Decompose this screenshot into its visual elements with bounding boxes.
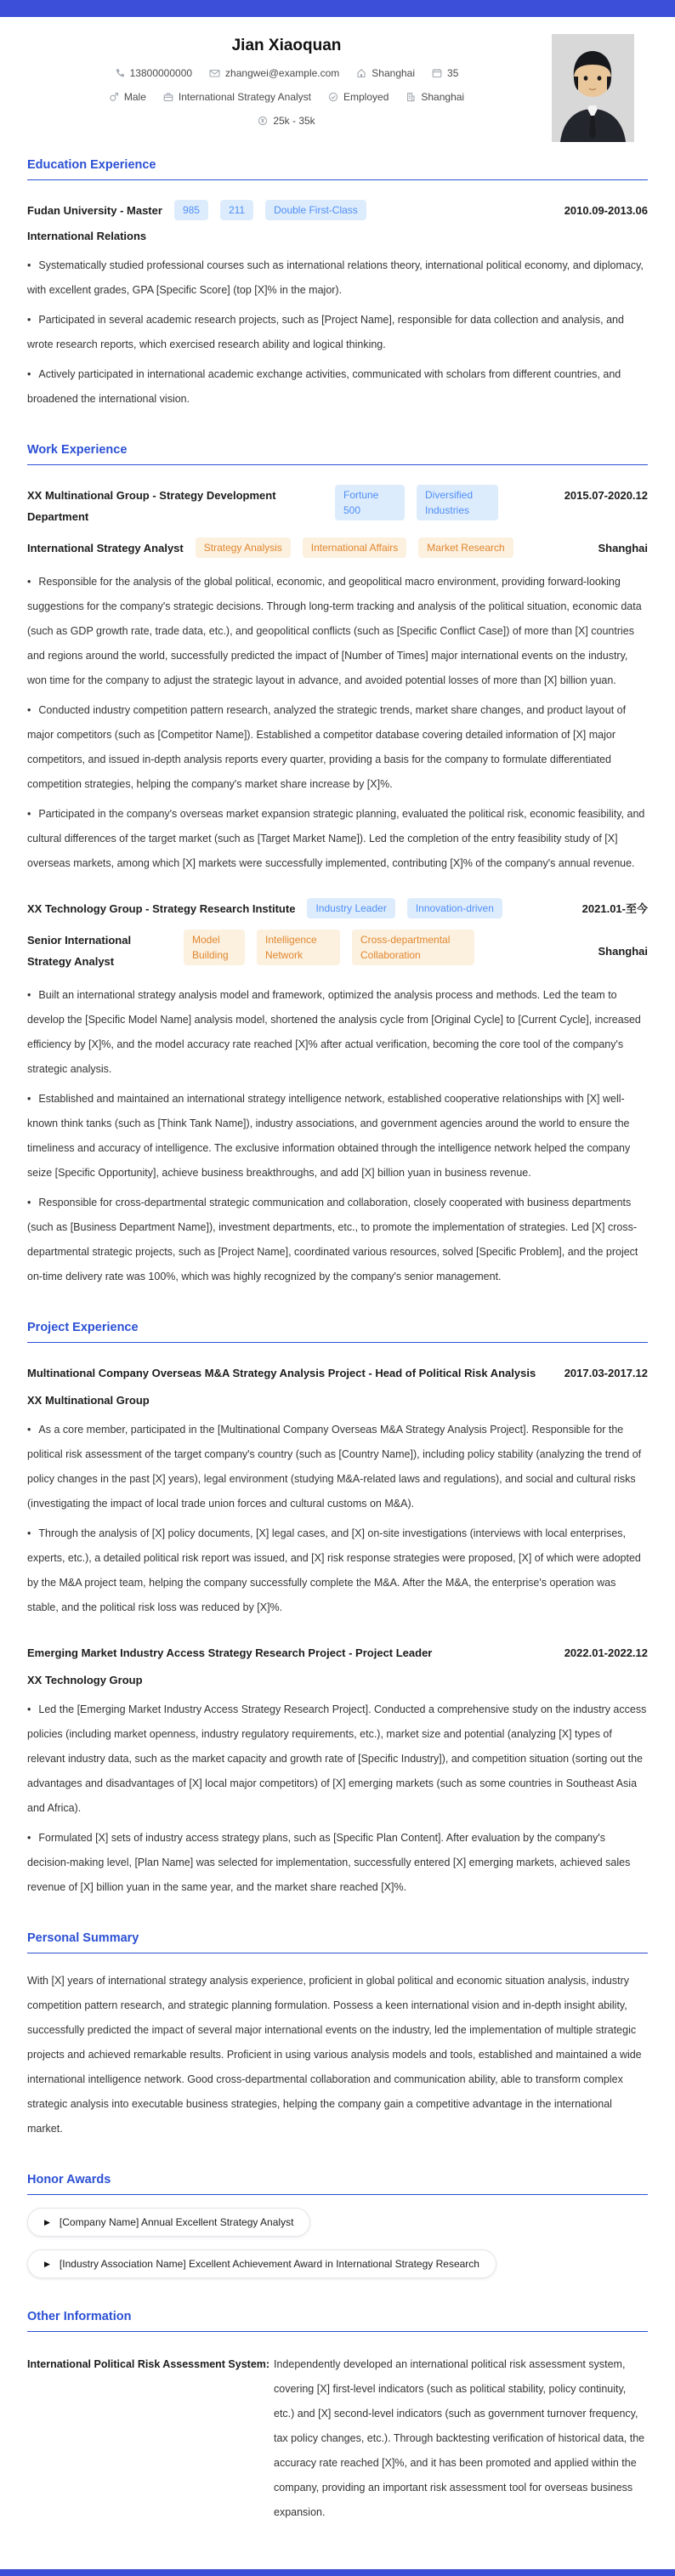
school-tag: 985 — [174, 200, 208, 220]
work-bullet: • Responsible for cross-departmental strategic communication and collaboration, closely cooperated with business departments (such as [Business Department Name]), investment departments, etc., to promote the implementation of strategies. Led [X] cross-departmental strategic projects, such as [Project Name], coordinated various resources, solved [Specific Problem], and the project on-time delivery rate was 100%, which was highly recognized by the company's senior management. — [27, 1197, 638, 1282]
school-degree: Fudan University - Master — [27, 204, 162, 217]
role-tag: Cross-departmental Collaboration — [352, 930, 474, 965]
bullet-dot: • — [27, 368, 31, 380]
project-bullet: • Led the [Emerging Market Industry Access Strategy Research Project]. Conducted a comprehensive study on the industry access policies (including market openness, industry regulatory requirements, etc.), market size and potential (analyzing [X] types of relevant industry data, such as the market capacity and growth rate of [Specific Industry]), and competition situation (sorting out the advantages and disadvantages of [X] local major competitors) of [X] emerging markets (such as some countries in Southeast Asia and Africa). — [27, 1703, 647, 1814]
honor-award-item[interactable]: ▶ [Industry Association Name] Excellent Achievement Award in International Strategy Research — [27, 2249, 496, 2278]
email-item — [209, 67, 339, 79]
work-date: 2021.01-至今 — [581, 902, 648, 915]
work-bullet: • Participated in the company's overseas market expansion strategic planning, evaluated the political risk, economic feasibility, and cultural differences of the target market (such as [Target Market Name]). Led the completion of the entry feasibility study of [X] overseas markets, among which [X] markets were successfully implemented, contributing [X]% of the company's annual revenue. — [27, 808, 645, 869]
role-tag: International Affairs — [303, 537, 407, 558]
salary-value: 25k - 35k — [273, 115, 315, 127]
gender-value: Male — [123, 91, 146, 103]
location-icon — [356, 68, 366, 78]
resume-header — [27, 17, 648, 127]
status-icon — [328, 92, 338, 102]
age-item — [432, 67, 458, 79]
summary-text: With [X] years of international strategy analysis experience, proficient in global political and economic situation analysis, industry competition pattern research, and strategic planning formulation. Possess a keen international vision and in-depth insight ability, successfully predicted the impact of several major international events on the industry, led the implementation of multiple strategic projects and achieved remarkable results. Proficient in using various analysis models and tools, established and maintained a wide international intelligence network. Good cross-departmental collaboration and communication ability, able to transform complex strategic analysis into executable business strategies, helping the company gain a competitive advantage in the international market. — [27, 1975, 642, 2135]
work-entry-2 — [27, 898, 648, 1289]
bullet-dot: • — [27, 808, 31, 820]
gender-item — [109, 91, 146, 103]
work-location: Shanghai — [598, 542, 648, 554]
bullet-dot: • — [27, 314, 31, 326]
project-section-title: Project Experience — [27, 1321, 648, 1343]
summary-section-title: Personal Summary — [27, 1931, 648, 1953]
other-section — [27, 2310, 648, 2525]
major: International Relations — [27, 230, 147, 242]
work-bullet: • Established and maintained an international strategy intelligence network, established cooperative relationships with [X] well-known think tanks (such as [Think Tank Name]), industry associations, and government agencies around the world to ensure the timeliness and accuracy of intelligence. The exclusive information obtained through the intelligence network helped the company seize [Specific Opportunity], achieve business breakthroughs, and add [X] billion yuan in business revenue. — [27, 1093, 631, 1179]
bullet-dot: • — [27, 1832, 31, 1844]
honor-award-item[interactable]: ▶ [Company Name] Annual Excellent Strategy Analyst — [27, 2208, 310, 2237]
role-tag: Market Research — [418, 537, 513, 558]
project-org: XX Multinational Group — [27, 1394, 150, 1407]
bullet-dot: • — [27, 1703, 31, 1715]
work-section — [27, 443, 648, 1289]
project-bullet: • Formulated [X] sets of industry access strategy plans, such as [Specific Plan Content]. After evaluation by the company's decision-making level, [Plan Name] was selected for implementation, successfully entered [X] emerging markets, achieved sales revenue of [X] billion yuan in the same year, and the market share reached [X]%. — [27, 1832, 631, 1893]
bullet-dot: • — [27, 1197, 31, 1208]
project-section — [27, 1321, 648, 1900]
work-location: Shanghai — [598, 944, 648, 958]
work-section-title: Work Experience — [27, 443, 648, 465]
status-item — [328, 91, 389, 103]
honors-section — [27, 2173, 648, 2278]
salary-item — [258, 115, 315, 127]
project-entry-2 — [27, 1642, 648, 1900]
salary-icon — [258, 116, 268, 126]
play-icon: ▶ — [44, 2217, 50, 2226]
contact-row-2 — [27, 91, 546, 103]
company-name: XX Technology Group - Strategy Research Institute — [27, 902, 296, 915]
other-info-label: International Political Risk Assessment System: — [27, 2358, 270, 2370]
honors-section-title: Honor Awards — [27, 2173, 648, 2195]
bullet-dot: • — [27, 259, 31, 271]
education-bullet: • Participated in several academic research projects, such as [Project Name], responsible for data collection and analysis, and wrote research reports, which exercised research ability and logical thinking. — [27, 314, 624, 350]
contact-row-3 — [27, 115, 546, 127]
city-icon — [406, 92, 416, 102]
candidate-name: Jian Xiaoquan — [231, 37, 342, 54]
role-tag: Strategy Analysis — [196, 537, 291, 558]
work-bullet: • Built an international strategy analysis model and framework, optimized the analysis process and methods. Led the team to develop the [Specific Model Name] analysis model, shortened the analysis cycle from [Original Cycle] to [Current Cycle], increased efficiency by [X]%, and the model accuracy rate reached [X]% after actual verification, becoming the core tool of the company's strategic analysis. — [27, 989, 641, 1075]
project-name: Multinational Company Overseas M&A Strategy Analysis Project - Head of Political Risk Analysis — [27, 1367, 536, 1379]
bullet-dot: • — [27, 1093, 31, 1105]
role-title: Senior International Strategy Analyst — [27, 934, 132, 968]
role-tag: Intelligence Network — [257, 930, 340, 965]
school-tag: 211 — [220, 200, 253, 220]
project-date: 2017.03-2017.12 — [564, 1367, 648, 1379]
company-tag: Diversified Industries — [417, 485, 498, 520]
other-section-title: Other Information — [27, 2310, 648, 2332]
job-title-item — [163, 91, 311, 103]
play-icon: ▶ — [44, 2259, 50, 2268]
status-value: Employed — [343, 91, 389, 103]
city-item — [406, 91, 464, 103]
summary-section — [27, 1931, 648, 2141]
education-section — [27, 158, 648, 412]
location-item — [356, 67, 415, 79]
company-tag: Innovation-driven — [407, 898, 502, 918]
project-bullet: • Through the analysis of [X] policy documents, [X] legal cases, and [X] on-site investigations (interviews with local enterprises, experts, etc.), a detailed political risk report was issued, and [X] risk response strategies were proposed, [X] of which were adopted by the M&A project team, helping the company successfully complete the M&A. After the M&A, the enterprise's operation was stable, and the political risk loss was reduced by [X]%. — [27, 1527, 641, 1613]
company-tag: Industry Leader — [307, 898, 394, 918]
bullet-dot: • — [27, 989, 31, 1001]
education-bullet: • Actively participated in international academic exchange activities, communicated with scholars from different countries, and broadened the international vision. — [27, 368, 621, 405]
age-value: 35 — [447, 67, 459, 79]
age-icon — [432, 68, 442, 78]
work-date: 2015.07-2020.12 — [564, 489, 648, 502]
school-tag: Double First-Class — [265, 200, 366, 220]
gender-icon — [109, 92, 119, 102]
role-title: International Strategy Analyst — [27, 542, 184, 554]
project-bullet: • As a core member, participated in the [Multinational Company Overseas M&A Strategy Analysis Project]. Responsible for the political risk assessment of the target company's country (such as [Country Name]), including policy stability (analyzing the trend of policy changes in the past [X] years), legal environment (studying M&A-related laws and regulations), and social and cultural risks (investigating the impact of local trade union forces and cultural customs on M&A). — [27, 1424, 642, 1510]
bottom-accent-bar — [0, 2569, 675, 2576]
bullet-dot: • — [27, 1424, 31, 1436]
education-bullet: • Systematically studied professional courses such as international relations theory, international political economy, and diplomacy, with excellent grades, GPA [Specific Score] (top [X]% in the major). — [27, 259, 644, 296]
education-entry — [27, 200, 648, 412]
job-title-value: International Strategy Analyst — [178, 91, 311, 103]
location-value: Shanghai — [372, 67, 416, 79]
project-entry-1 — [27, 1362, 648, 1620]
project-date: 2022.01-2022.12 — [564, 1646, 648, 1659]
work-entry-1 — [27, 485, 648, 876]
bullet-dot: • — [27, 576, 31, 588]
work-bullet: • Conducted industry competition pattern research, analyzed the strategic trends, market share changes, and product layout of major competitors (such as [Competitor Name]). Established a competitor database covering detailed information of [X] major competitors, and issued in-depth analysis reports every quarter, providing a basis for the company to formulate differentiated competition strategies, helping the company's market share increase by [X]%. — [27, 704, 627, 790]
other-info-text: Independently developed an international political risk assessment system, covering [X] first-level indicators (such as political stability, policy continuity, etc.) and [X] second-level indicators (such as government turnover frequency, tax policy changes, etc.). Through backtesting verification of historical data, the accuracy rate reached [X]%, and it has been promoted and applied within the company, providing an important risk assessment tool for overseas business expansion. — [274, 2358, 645, 2518]
project-name: Emerging Market Industry Access Strategy Research Project - Project Leader — [27, 1646, 433, 1659]
bullet-dot: • — [27, 704, 31, 716]
job-title-icon — [163, 92, 173, 102]
phone-value: 13800000000 — [129, 67, 193, 79]
phone-icon — [115, 68, 125, 78]
contact-row-1 — [27, 67, 546, 79]
company-tag: Fortune 500 — [335, 485, 405, 520]
education-section-title: Education Experience — [27, 158, 648, 180]
role-tag: Model Building — [184, 930, 245, 965]
city-value: Shanghai — [421, 91, 465, 103]
email-icon — [209, 68, 220, 78]
phone-item — [115, 67, 192, 79]
bullet-dot: • — [27, 1527, 31, 1539]
work-bullet: • Responsible for the analysis of the global political, economic, and geopolitical macro environment, providing forward-looking suggestions for the company's strategic decisions. Through long-term tracking and analysis of the political situation, economic data (such as GDP growth rate, trade data, etc.), and geopolitical conflicts (such as [Specific Conflict Case]) of more than [X] countries and regions around the world, successfully predicted the impact of [Number of Times] major international events on the industry, won time for the company to adjust the strategic layout in advance, and avoided potential losses of more than [X] billion yuan. — [27, 576, 642, 686]
company-name: XX Multinational Group - Strategy Development Department — [27, 489, 276, 523]
project-org: XX Technology Group — [27, 1674, 143, 1686]
top-accent-bar — [0, 0, 675, 17]
email-value: zhangwei@example.com — [225, 67, 340, 79]
education-date: 2010.09-2013.06 — [564, 204, 648, 217]
profile-photo — [552, 34, 634, 142]
